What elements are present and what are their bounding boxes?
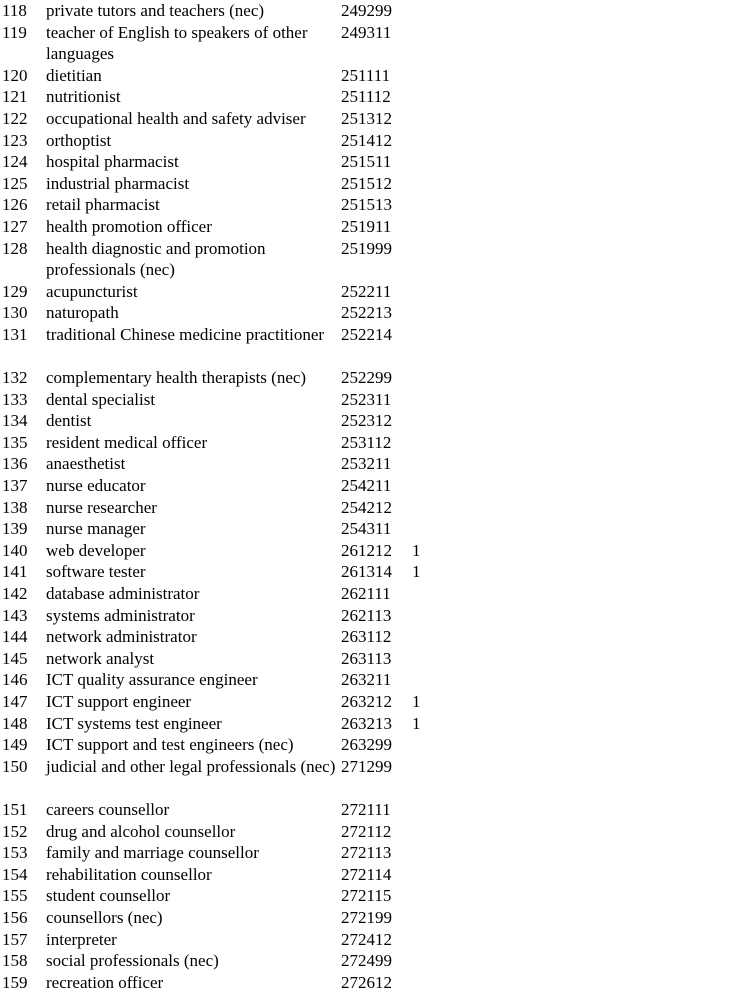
occupation-name: drug and alcohol counsellor xyxy=(46,821,236,841)
row-number: 152 xyxy=(2,821,28,841)
occupation-name: naturopath xyxy=(46,303,119,323)
row-number: 142 xyxy=(2,584,28,604)
occupation-code: 263211 xyxy=(341,670,392,690)
table-row xyxy=(0,216,740,238)
row-number: 133 xyxy=(2,389,28,409)
table-row xyxy=(0,367,740,389)
occupation-code: 251911 xyxy=(341,216,392,236)
occupation-code: 272412 xyxy=(341,929,392,949)
table-row xyxy=(0,389,740,411)
row-number: 125 xyxy=(2,173,28,193)
table-row xyxy=(0,756,740,799)
row-number: 124 xyxy=(2,152,28,172)
occupation-name: health diagnostic and promotion professionals (nec) xyxy=(46,238,266,280)
occupation-code: 251999 xyxy=(341,238,392,258)
occupation-name: counsellors (nec) xyxy=(46,907,163,927)
occupation-code: 251312 xyxy=(341,108,392,128)
table-row xyxy=(0,972,740,994)
row-number: 128 xyxy=(2,238,28,258)
occupation-name: network administrator xyxy=(46,627,197,647)
flag-value: 1 xyxy=(412,562,421,582)
row-number: 158 xyxy=(2,951,28,971)
occupation-code: 272115 xyxy=(341,886,392,906)
row-number: 155 xyxy=(2,886,28,906)
table-row xyxy=(0,302,740,324)
row-number: 134 xyxy=(2,411,28,431)
occupation-code: 272114 xyxy=(341,864,392,884)
occupation-code: 251512 xyxy=(341,173,392,193)
occupation-name: recreation officer xyxy=(46,972,164,992)
occupation-code: 272612 xyxy=(341,972,392,992)
flag-value: 1 xyxy=(412,540,421,560)
occupation-code: 262111 xyxy=(341,584,391,604)
row-number: 120 xyxy=(2,65,28,85)
occupation-code: 263212 xyxy=(341,692,392,711)
occupation-name: nurse educator xyxy=(46,476,146,496)
occupation-code: 251412 xyxy=(341,130,392,150)
occupation-code: 263299 xyxy=(341,735,392,755)
occupation-code: 272113 xyxy=(341,843,392,863)
table-row xyxy=(0,130,740,152)
occupation-name: orthoptist xyxy=(46,130,112,150)
row-number: 157 xyxy=(2,929,28,949)
occupation-name: teacher of English to speakers of other languages xyxy=(46,22,308,64)
occupation-name: anaesthetist xyxy=(46,454,126,474)
occupation-code: 253112 xyxy=(341,432,392,452)
row-number: 140 xyxy=(2,540,28,560)
occupation-code: 254311 xyxy=(341,519,392,539)
row-number: 138 xyxy=(2,497,28,517)
row-number: 119 xyxy=(2,22,27,42)
table-row xyxy=(0,518,740,540)
table-row xyxy=(0,583,740,605)
occupation-code: 251513 xyxy=(341,195,392,215)
table-row xyxy=(0,22,740,65)
occupation-name: occupational health and safety adviser xyxy=(46,108,306,128)
table-row xyxy=(0,324,740,367)
table-row xyxy=(0,497,740,519)
occupation-code: 251112 xyxy=(341,87,391,107)
table-row xyxy=(0,173,740,195)
occupation-code: 272499 xyxy=(341,951,392,971)
table-row xyxy=(0,453,740,475)
table-row xyxy=(0,669,740,691)
occupation-code: 262113 xyxy=(341,605,392,625)
row-number: 130 xyxy=(2,303,28,323)
occupation-name: web developer xyxy=(46,540,146,560)
occupation-name: family and marriage counsellor xyxy=(46,843,259,863)
occupation-code: 252299 xyxy=(341,368,392,388)
row-number: 148 xyxy=(2,713,28,733)
occupation-name: retail pharmacist xyxy=(46,195,160,215)
occupation-name: dental specialist xyxy=(46,389,156,409)
table-row xyxy=(0,281,740,303)
occupation-name: ICT systems test engineer xyxy=(46,713,222,733)
occupation-name: interpreter xyxy=(46,929,117,949)
row-number: 145 xyxy=(2,648,28,668)
occupation-name: judicial and other legal professionals (nec) xyxy=(46,756,336,776)
occupation-code: 249311 xyxy=(341,22,392,42)
occupation-name: careers counsellor xyxy=(46,799,170,819)
row-number: 137 xyxy=(2,476,28,496)
row-number: 147 xyxy=(2,692,28,711)
table-row xyxy=(0,410,740,432)
occupation-code: 252312 xyxy=(341,411,392,431)
occupation-name: ICT quality assurance engineer xyxy=(46,670,258,690)
table-row xyxy=(0,626,740,648)
occupation-code: 254212 xyxy=(341,497,392,517)
occupation-code: 272112 xyxy=(341,821,392,841)
occupation-name: industrial pharmacist xyxy=(46,173,190,193)
table-row xyxy=(0,907,740,929)
table-row xyxy=(0,108,740,130)
row-number: 156 xyxy=(2,907,28,927)
table-row xyxy=(0,885,740,907)
flag-value: 1 xyxy=(412,713,421,733)
row-number: 118 xyxy=(2,1,27,20)
row-number: 121 xyxy=(2,87,28,107)
occupation-code: 272199 xyxy=(341,907,392,927)
table-row xyxy=(0,605,740,627)
table-row xyxy=(0,0,740,22)
row-number: 149 xyxy=(2,735,28,755)
table-row xyxy=(0,929,740,951)
table-row xyxy=(0,151,740,173)
occupation-name: complementary health therapists (nec) xyxy=(46,368,307,388)
row-number: 129 xyxy=(2,281,28,301)
occupation-name: resident medical officer xyxy=(46,432,208,452)
occupation-code: 252211 xyxy=(341,281,392,301)
occupation-name: database administrator xyxy=(46,584,200,604)
table-row xyxy=(0,238,740,281)
occupation-code: 253211 xyxy=(341,454,392,474)
occupation-name: student counsellor xyxy=(46,886,171,906)
table-row xyxy=(0,86,740,108)
occupation-code: 261212 xyxy=(341,540,392,560)
table-row xyxy=(0,950,740,972)
row-number: 136 xyxy=(2,454,28,474)
row-number: 126 xyxy=(2,195,28,215)
table-row xyxy=(0,691,740,713)
row-number: 127 xyxy=(2,216,28,236)
flag-value: 1 xyxy=(412,692,421,711)
occupation-name: nutritionist xyxy=(46,87,121,107)
occupation-code: 263112 xyxy=(341,627,392,647)
table-row xyxy=(0,561,740,583)
occupation-name: traditional Chinese medicine practitioner xyxy=(46,324,325,344)
occupation-name: nurse manager xyxy=(46,519,146,539)
row-number: 143 xyxy=(2,605,28,625)
occupation-name: software tester xyxy=(46,562,146,582)
row-number: 131 xyxy=(2,324,28,344)
occupation-code: 271299 xyxy=(341,756,392,776)
occupation-code: 254211 xyxy=(341,476,392,496)
table-row xyxy=(0,540,740,562)
table-row xyxy=(0,864,740,886)
occupation-code: 261314 xyxy=(341,562,392,582)
table-row xyxy=(0,432,740,454)
occupation-name: ICT support and test engineers (nec) xyxy=(46,735,294,755)
occupation-code: 251511 xyxy=(341,152,392,172)
occupation-code: 252311 xyxy=(341,389,392,409)
row-number: 141 xyxy=(2,562,28,582)
occupation-name: social professionals (nec) xyxy=(46,951,219,971)
table-row xyxy=(0,842,740,864)
table-row xyxy=(0,821,740,843)
occupation-code: 263213 xyxy=(341,713,392,733)
occupation-code: 272111 xyxy=(341,799,391,819)
row-number: 139 xyxy=(2,519,28,539)
occupation-name: ICT support engineer xyxy=(46,692,192,711)
occupation-name: hospital pharmacist xyxy=(46,152,179,172)
occupation-name: dentist xyxy=(46,411,92,431)
table-row xyxy=(0,713,740,735)
occupation-name: nurse researcher xyxy=(46,497,157,517)
row-number: 144 xyxy=(2,627,28,647)
row-number: 146 xyxy=(2,670,28,690)
row-number: 132 xyxy=(2,368,28,388)
occupation-code: 249299 xyxy=(341,1,392,20)
occupation-code: 252213 xyxy=(341,303,392,323)
occupation-name: private tutors and teachers (nec) xyxy=(46,1,265,20)
row-number: 135 xyxy=(2,432,28,452)
occupation-code: 263113 xyxy=(341,648,392,668)
occupation-name: acupuncturist xyxy=(46,281,138,301)
table-row xyxy=(0,194,740,216)
row-number: 151 xyxy=(2,799,28,819)
occupation-name: dietitian xyxy=(46,65,102,85)
table-row xyxy=(0,475,740,497)
occupation-name: health promotion officer xyxy=(46,216,212,236)
row-number: 150 xyxy=(2,756,28,776)
occupation-name: network analyst xyxy=(46,648,155,668)
occupation-name: systems administrator xyxy=(46,605,195,625)
table-row xyxy=(0,799,740,821)
row-number: 123 xyxy=(2,130,28,150)
row-number: 159 xyxy=(2,972,28,992)
table-row xyxy=(0,734,740,756)
row-number: 153 xyxy=(2,843,28,863)
table-row xyxy=(0,648,740,670)
occupation-code: 252214 xyxy=(341,324,392,344)
occupation-name: rehabilitation counsellor xyxy=(46,864,212,884)
row-number: 122 xyxy=(2,108,28,128)
occupation-code: 251111 xyxy=(341,65,391,85)
row-number: 154 xyxy=(2,864,28,884)
table-row xyxy=(0,65,740,87)
